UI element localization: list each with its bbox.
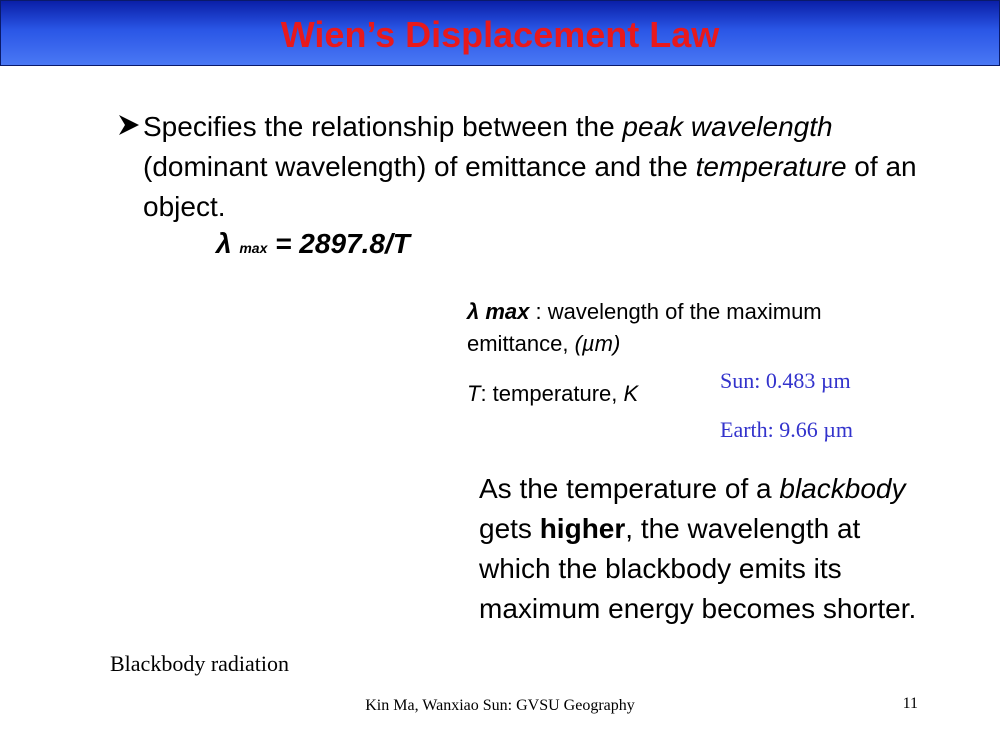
bullet-text-2: (dominant wavelength) of emittance and the: [143, 151, 696, 182]
para-em-blackbody: blackbody: [779, 473, 906, 504]
formula-rest: = 2897.8/T: [275, 228, 410, 259]
bullet-item: [117, 107, 937, 227]
t-text: : temperature,: [480, 381, 624, 406]
title-bar: [0, 0, 1000, 66]
bullet-block: [117, 107, 937, 227]
footer-author: Kin Ma, Wanxiao Sun: GVSU Geography: [365, 697, 635, 714]
formula-subscript: max: [239, 240, 268, 256]
lambda-unit: (µm): [574, 331, 621, 356]
slide-title: Wien’s Displacement Law: [280, 14, 720, 55]
temperature-definition: [467, 378, 638, 410]
lambda-definition: [467, 296, 827, 360]
earth-example: Earth: 9.66 µm: [720, 417, 854, 442]
figure-caption: Blackbody radiation: [110, 651, 290, 676]
bullet-em-peak-wavelength: peak wavelength: [622, 111, 833, 142]
page-number: 11: [902, 695, 918, 712]
formula-symbol: λ: [216, 228, 232, 259]
para-text-3: , the wavelength at which the blackbody emits its maximum energy becomes shorter.: [479, 513, 917, 624]
t-term: T: [467, 381, 481, 406]
t-unit: K: [623, 381, 639, 406]
para-text-2: gets: [479, 513, 540, 544]
bullet-text-1: Specifies the relationship between the: [143, 111, 623, 142]
bullet-text-3: of an object.: [143, 151, 917, 222]
arrow-bullet-icon: [117, 113, 141, 137]
formula: [216, 228, 410, 260]
sun-example: Sun: 0.483 µm: [720, 368, 851, 393]
lambda-text: : wavelength of the maximum emittance,: [467, 299, 822, 356]
para-text-1: As the temperature of a: [479, 473, 780, 504]
lambda-term: λ max: [467, 299, 530, 324]
para-strong-higher: higher: [539, 513, 626, 544]
explanation-paragraph: [479, 469, 939, 629]
bullet-em-temperature: temperature: [695, 151, 847, 182]
